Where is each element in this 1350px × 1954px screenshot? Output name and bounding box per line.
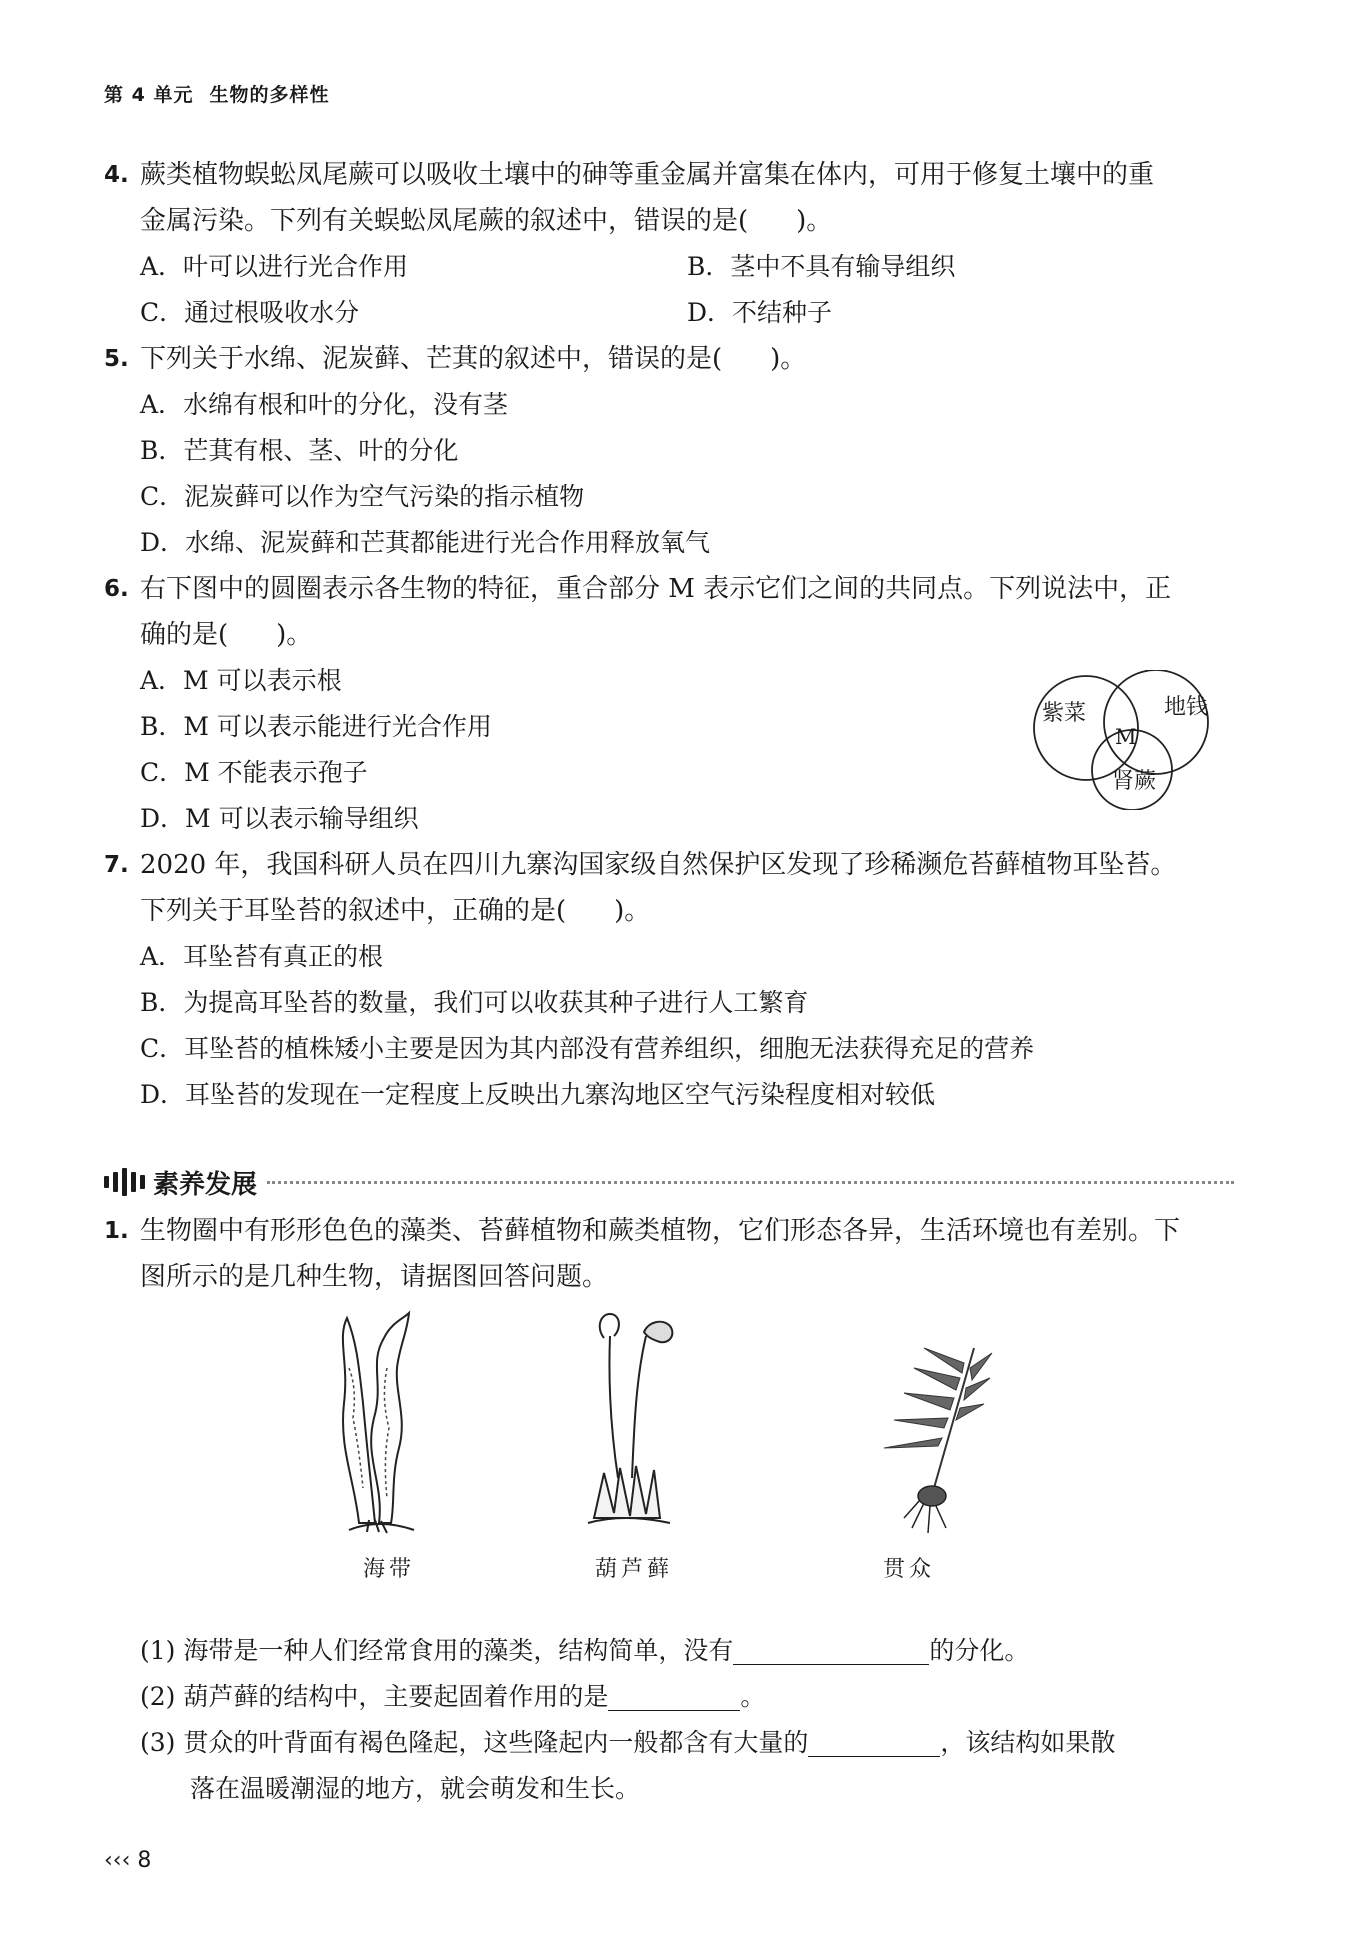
figure-label: 葫芦藓 [594,1557,673,1582]
question-tail: )。 [276,620,313,650]
options-5 [104,382,1234,566]
question-text: 图所示的是几种生物，请据图回答问题。 [140,1262,609,1292]
sub-question-tail: ，该结构如果散 [940,1728,1116,1757]
figure-label: 海带 [362,1557,415,1582]
option-c[interactable]: C．通过根吸收水分 [140,298,360,327]
sub-question-text: 落在温暖潮湿的地方，就会萌发和生长。 [190,1774,641,1803]
question-tail: )。 [796,206,833,236]
question-text: 下列关于耳坠苔的叙述中，正确的是( [140,896,567,926]
sub-question-tail: 的分化。 [929,1636,1030,1665]
question-number: 6. [104,576,129,602]
unit-label: 第 4 单元 [104,84,194,106]
option-a[interactable]: A．水绵有根和叶的分化，没有茎 [140,390,509,419]
question-7 [104,842,1234,934]
question-5 [104,336,1234,382]
option-c[interactable]: C．泥炭藓可以作为空气污染的指示植物 [140,482,585,511]
option-d[interactable]: D．水绵、泥炭藓和芒萁都能进行光合作用释放氧气 [140,528,711,557]
page-header [104,80,329,107]
venn-circle-b [1104,670,1208,774]
question-text: 确的是( [140,620,229,650]
figure-label: 贯众 [882,1557,935,1582]
option-d[interactable]: D．耳坠苔的发现在一定程度上反映出九寨沟地区空气污染程度相对较低 [140,1080,936,1109]
sub-question-3-continued [104,1766,1234,1812]
answer-blank[interactable] [808,1726,940,1757]
page-footer [104,1848,151,1873]
question-text: 右下图中的圆圈表示各生物的特征，重合部分 M 表示它们之间的共同点。下列说法中，正 [140,574,1172,604]
moss-illustration [574,1308,694,1538]
sub-question-tail: 。 [740,1682,766,1711]
option-b[interactable]: B．茎中不具有输导组织 [687,252,956,281]
sub-question-text: (2) 葫芦藓的结构中，主要起固着作用的是 [140,1682,609,1711]
venn-label-c: 肾蕨 [1112,769,1157,794]
option-c[interactable]: C．耳坠苔的植株矮小主要是因为其内部没有营养组织，细胞无法获得充足的营养 [140,1034,1035,1063]
plant-figures [104,1308,1234,1628]
figure-fern [824,1328,994,1583]
options-7 [104,934,1234,1118]
sub-question-3 [104,1720,1234,1766]
question-number: 1. [104,1218,129,1244]
practice-question-1 [104,1208,1234,1300]
unit-title: 生物的多样性 [209,84,330,106]
option-d[interactable]: D．不结种子 [687,298,833,327]
question-number: 4. [104,162,129,188]
option-d[interactable]: D．M 可以表示输导组织 [140,804,419,833]
section-title: 素养发展 [153,1169,258,1200]
figure-kelp [329,1308,449,1583]
sub-question-1 [104,1628,1234,1674]
question-text: 蕨类植物蜈蚣凤尾蕨可以吸收土壤中的砷等重金属并富集在体内，可用于修复土壤中的重 [140,160,1155,190]
page-number: 8 [137,1848,152,1873]
page-arrows: ‹‹‹ [104,1848,131,1873]
question-text: 金属污染。下列有关蜈蚣凤尾蕨的叙述中，错误的是( [140,206,749,236]
dotted-divider [267,1181,1234,1184]
option-b[interactable]: B．M 可以表示能进行光合作用 [140,712,492,741]
sound-bars-icon [104,1168,145,1196]
question-6 [104,566,1234,658]
options-4 [104,244,1234,336]
question-text: 生物圈中有形形色色的藻类、苔藓植物和蕨类植物，它们形态各异，生活环境也有差别。下 [140,1216,1181,1246]
kelp-illustration [329,1308,449,1538]
venn-label-a: 紫菜 [1042,701,1087,726]
venn-label-center: M [1115,725,1137,749]
question-4 [104,152,1234,244]
option-a[interactable]: A．M 可以表示根 [140,666,342,695]
section-header [104,1158,1234,1206]
sub-question-2 [104,1674,1234,1720]
question-text: 下列关于水绵、泥炭藓、芒萁的叙述中，错误的是( [140,344,723,374]
option-a[interactable]: A．叶可以进行光合作用 [140,252,409,281]
question-number: 5. [104,346,129,372]
question-number: 7. [104,852,129,878]
answer-blank[interactable] [733,1634,929,1665]
answer-blank[interactable] [608,1680,740,1711]
fern-illustration [824,1328,994,1538]
question-tail: )。 [770,344,807,374]
venn-diagram [1028,670,1228,810]
option-b[interactable]: B．为提高耳坠苔的数量，我们可以收获其种子进行人工繁育 [140,988,809,1017]
option-b[interactable]: B．芒萁有根、茎、叶的分化 [140,436,459,465]
question-text: 2020 年，我国科研人员在四川九寨沟国家级自然保护区发现了珍稀濒危苔藓植物耳坠苔。 [140,850,1177,880]
figure-moss [574,1308,694,1583]
sub-question-text: (1) 海带是一种人们经常食用的藻类，结构简单，没有 [140,1636,734,1665]
venn-label-b: 地钱 [1164,695,1209,720]
option-c[interactable]: C．M 不能表示孢子 [140,758,368,787]
option-a[interactable]: A．耳坠苔有真正的根 [140,942,384,971]
question-tail: )。 [614,896,651,926]
page-content [104,152,1234,1812]
sub-question-text: (3) 贯众的叶背面有褐色隆起，这些隆起内一般都含有大量的 [140,1728,809,1757]
